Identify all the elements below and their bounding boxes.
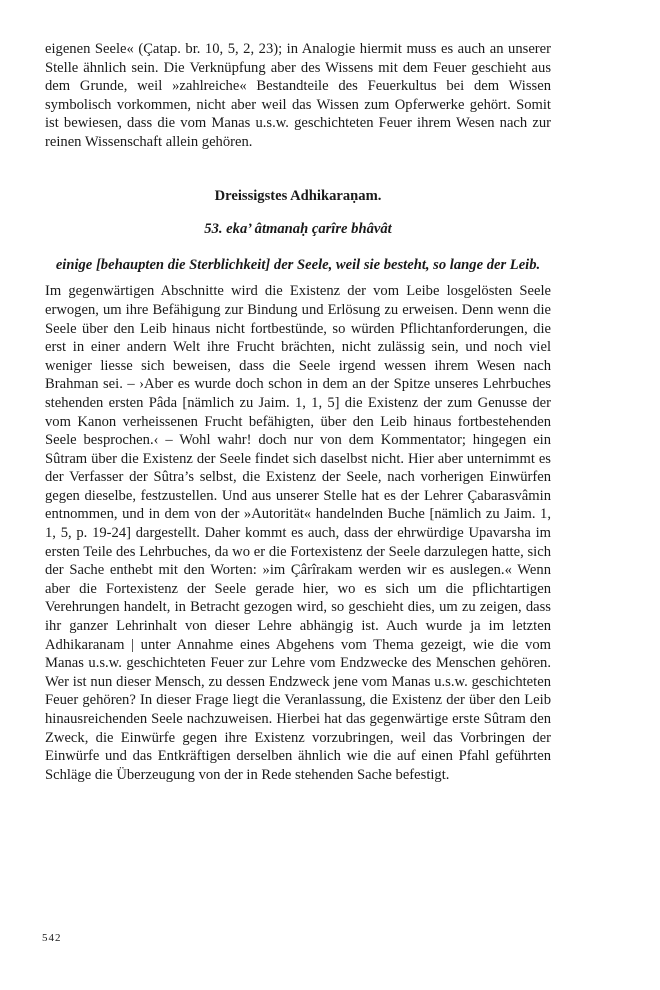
page-body [45, 40, 551, 784]
page-number: 542 [42, 932, 62, 944]
intro-paragraph: eigenen Seele« (Çatap. br. 10, 5, 2, 23); in Analogie hiermit muss es auch an unserer Stelle ähnlich sein. Die Verknüpfung aber des Wissens mit dem Feuer geschieht aus dem Grunde, weil »zahlreiche« Bestandteile des Feuerkultus bei dem Wissen symbolisch vorkommen, nicht aber weil das Wissen zum Opferwerke gehört. Somit ist bewiesen, dass die vom Manas u.s.w. geschichteten Feuer ihrem Wesen nach zur reinen Wissenschaft allein gehören. [45, 41, 551, 150]
sutra-title: 53. eka’ âtmanaḥ çarîre bhâvât [204, 221, 392, 238]
section-title: Dreissigstes Adhikaraṇam. [214, 187, 382, 204]
sutra-translation: einige [behaupten die Sterblichkeit] der Seele, weil sie besteht, so lange der Leib. [55, 256, 541, 273]
main-paragraph: Im gegenwärtigen Abschnitte wird die Existenz der vom Leibe losgelösten Seele erwogen, um ihre Befähigung zur Bindung und Erlösung zu erweisen. Denn wenn die Seele über den Leib hinaus nicht fortbestünde, so würden Pflichtanforderungen, die erst in einer andern Welt ihre Frucht brächten, nicht zulässig sein, und noch viel weniger liesse sich beweisen, dass die Seele irgend wessen ihrem Wesen nach Brahman sei. – ›Aber es wurde doch schon in dem an der Spitze unseres Lehrbuches stehenden ersten Pâda [nämlich zu Jaim. 1, 1, 5] die Existenz der zum Genusse der vom Kanon verheissenen Frucht befähigten, über den Leib hinaus fortbestehenden Seele besprochen.‹ – Wohl wahr! doch nur von dem Kommentator; hingegen ein Sûtram über die Existenz der Seele findet sich daselbst nicht. Hier aber unternimmt es der Verfasser der Sûtra’s selbst, die Existenz der Seele, nach vorherigen Einwürfen gegen dieselbe, festzustellen. Und aus unserer Stelle hat es der Lehrer Çabarasvâmin entnommen, und in dem von der »Autorität« handelnden Buche [nämlich zu Jaim. 1, 1, 5, p. 19-24] dargestellt. Daher kommt es auch, dass der ehrwürdige Upavarsha im ersten Teile des Lehrbuches, da wo er die Fortexistenz der Seele darzulegen hatte, sich der Sache enthebt mit den Worten: »im Çârîrakam werden wir es auslegen.« Wenn aber die Fortexistenz der Seele gerade hier, wo es sich um die pflichtartigen Verehrungen handelt, in Betracht gezogen wird, so geschieht dies, um zu zeigen, dass ihr ganzer Lehrinhalt von dieser Lehre abhängig ist. Auch wurde ja im letzten Adhikaranam | unter Annahme eines Abgehens vom Thema gezeigt, wie die vom Manas u.s.w. geschichteten Feuer zur Lehre vom Endzwecke des Menschen gehören. Wer ist nun dieser Mensch, zu dessen Endzweck jene vom Manas u.s.w. geschichteten Feuer gehören? In dieser Frage liegt die Veranlassung, die Existenz der über den Leib hinausreichenden Seele nachzuweisen. Hierbei hat das gegenwärtige erste Sûtram den Zweck, die Einwürfe gegen ihre Existenz vorzubringen, weil das Vorbringen der Einwürfe und das Entkräftigen derselben ähnlich wie die auf einen Pfahl geführten Schläge die Überzeugung von der in Rede stehenden Sache befestigt. [45, 283, 551, 783]
